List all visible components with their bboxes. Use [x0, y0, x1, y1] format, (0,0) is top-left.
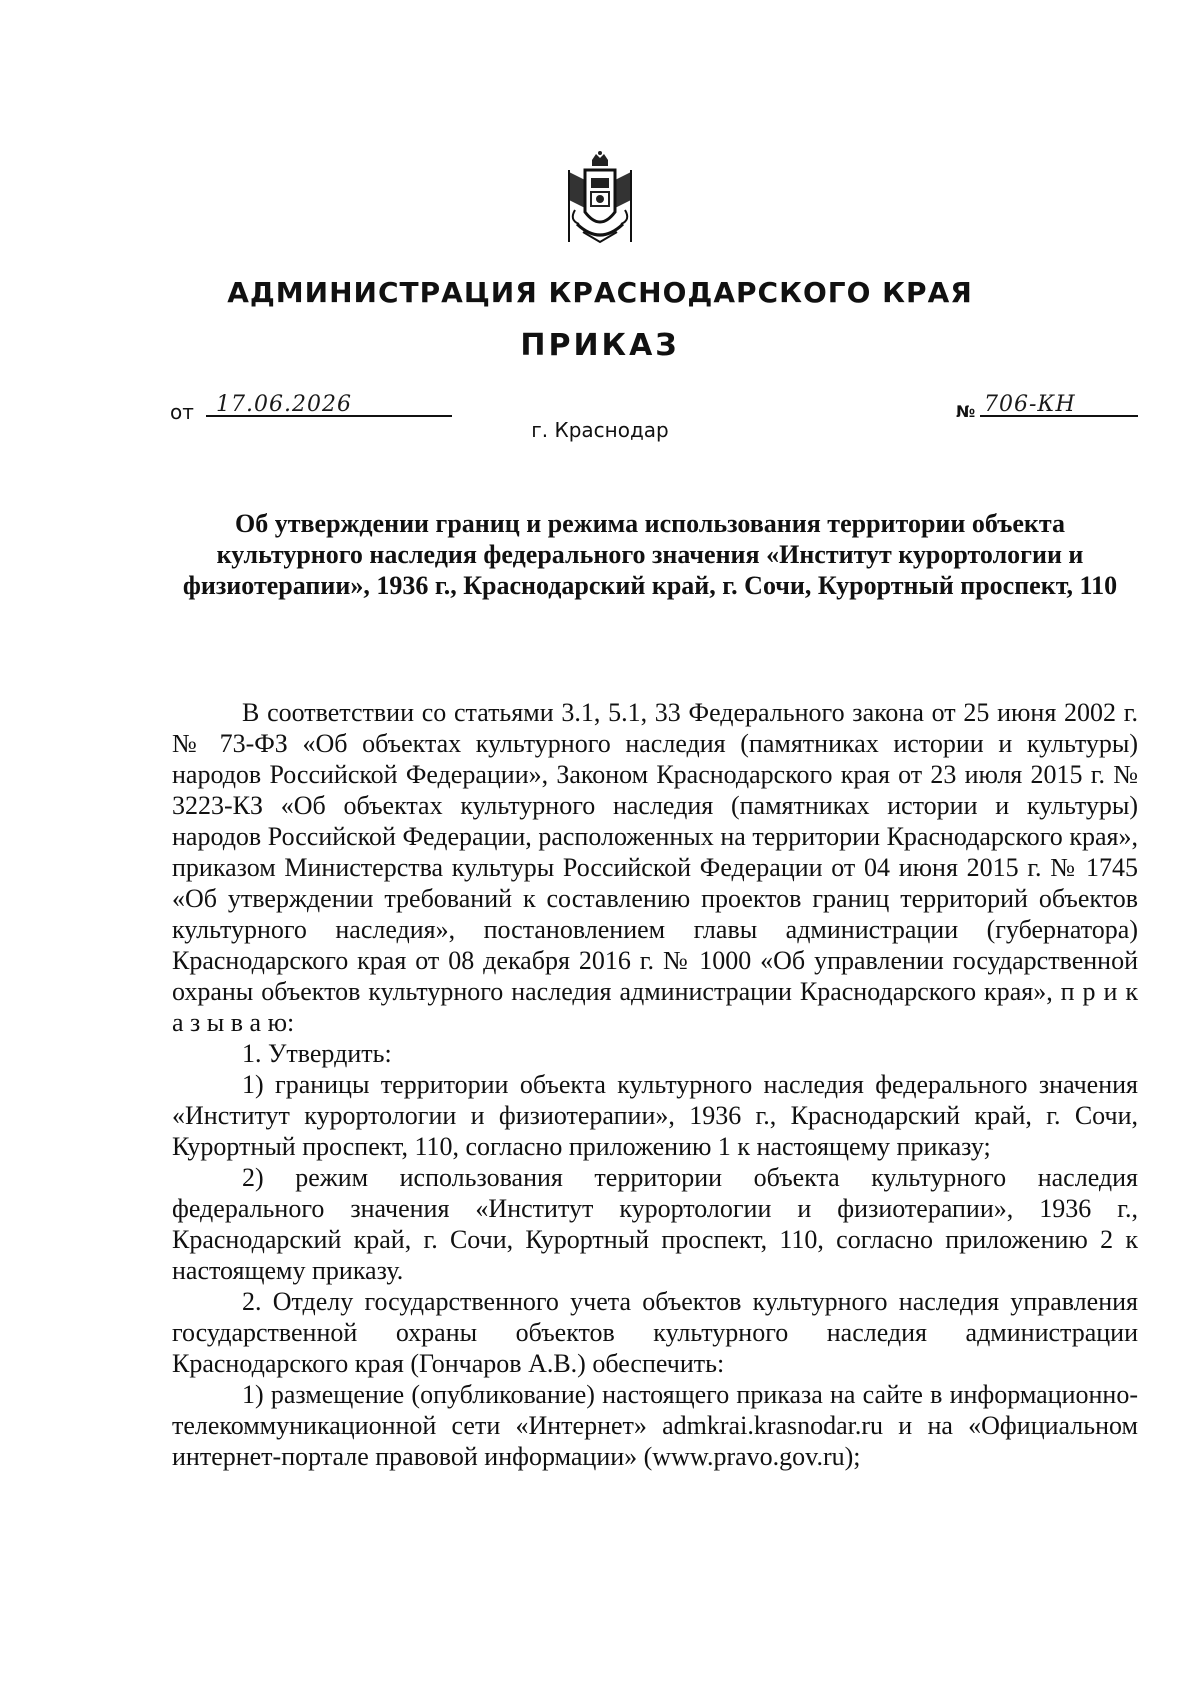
paragraph-item-1-2: 2) режим использования территории объекта культурного наследия федерального значения «Институт курортологии и физиотерапии», 1936 г., Краснодарский край, г. Сочи, Курортный проспект, 110, согласно приложению 2 к настоящему приказу.	[172, 1163, 1138, 1285]
date-prefix: от	[170, 400, 194, 424]
paragraph-preamble: В соответствии со статьями 3.1, 5.1, 33 Федерального закона от 25 июня 2002 г. № 73-ФЗ «Об объектах культурного наследия (памятниках истории и культуры) народов Российской Федерации», Законом Краснодарского края от 23 июля 2015 г. № 3223-КЗ «Об объектах культурного наследия (памятниках истории и культуры) народов Российской Федерации, расположенных на территории Краснодарского края», приказом Министерства культуры Российской Федерации от 04 июня 2015 г. № 1745 «Об утверждении требований к составлению проектов границ территорий объектов культурного наследия», постановлением главы администрации (губернатора) Краснодарского края от 08 декабря 2016 г. № 1000 «Об управлении государственной охраны объектов культурного наследия администрации Краснодарского края», п р и к а з ы в а ю:	[172, 698, 1138, 1037]
city: г. Краснодар	[531, 418, 669, 442]
paragraph-item-1-1: 1) границы территории объекта культурного наследия федерального значения «Институт курортологии и физиотерапии», 1936 г., Краснодарский край, г. Сочи, Курортный проспект, 110, согласно приложению 1 к настоящему приказу;	[172, 1070, 1138, 1161]
coat-of-arms-emblem	[555, 150, 645, 250]
paragraph-item-2: 2. Отделу государственного учета объектов культурного наследия управления государственной охраны объектов культурного наследия администрации Краснодарского края (Гончаров А.В.) обеспечить:	[172, 1287, 1138, 1378]
order-title: ПРИКАЗ	[520, 328, 680, 363]
order-date: 17.06.2026	[216, 392, 352, 417]
organization-name: АДМИНИСТРАЦИЯ КРАСНОДАРСКОГО КРАЯ	[227, 276, 973, 309]
document-title: Об утверждении границ и режима использования территории объекта культурного наследия федерального значения «Институт курортологии и физиотерапии», 1936 г., Краснодарский край, г. Сочи, Курортный проспект, 110	[182, 509, 1118, 600]
paragraph-item-2-1: 1) размещение (опубликование) настоящего приказа на сайте в информационно-телекоммуникационной сети «Интернет» admkrai.krasnodar.ru и на «Официальном интернет-портале правовой информации» (www.pravo.gov.ru);	[172, 1380, 1138, 1471]
number-prefix: №	[956, 402, 976, 421]
paragraph-item-1: 1. Утвердить:	[242, 1039, 392, 1068]
order-number: 706-КН	[984, 392, 1076, 417]
document-body	[172, 697, 1138, 1472]
